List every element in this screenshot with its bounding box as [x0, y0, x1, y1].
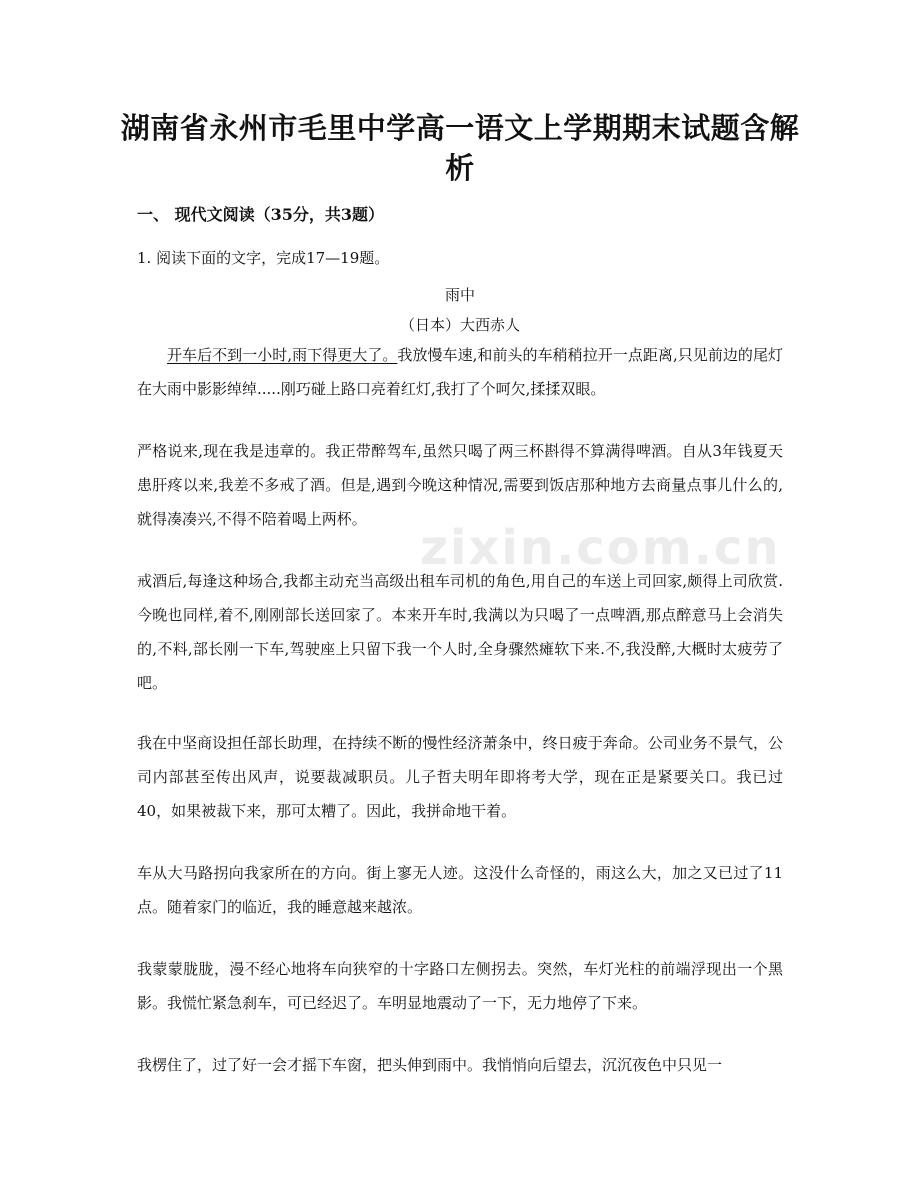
question-prompt: 1. 阅读下面的文字，完成17—19题。 — [137, 249, 390, 267]
paragraph-6: 我蒙蒙胧胧，漫不经心地将车向狭窄的十字路口左侧拐去。突然，车灯光柱的前端浮现出一个黑影。我慌忙紧急刹车，可已经迟了。车明显地震动了一下，无力地停了下来。 — [137, 960, 783, 1012]
paragraph-3: 戒酒后,每逢这种场合,我都主动充当高级出租车司机的角色,用自己的车送上司回家,颇得上司欣赏.今晚也同样,着不,刚刚部长送回家了。本来开车时,我满以为只喝了一点啤酒,那点醉意马上会消失的,不料,部长刚一下车,驾驶座上只留下我一个人时,全身骤然瘫软下来.不,我没醉,大概时太疲劳了吧。 — [137, 572, 783, 692]
section-heading: 一、 现代文阅读（35分，共3题） — [137, 205, 384, 224]
underlined-sentence: 开车后不到一小时,雨下得更大了。 — [167, 346, 398, 364]
paragraph-4: 我在中坚商设担任部长助理，在持续不断的慢性经济萧条中，终日疲于奔命。公司业务不景气，公司内部甚至传出风声，说要裁减职员。儿子哲夫明年即将考大学，现在正是紧要关口。我已过40，如果被裁下来，那可太糟了。因此，我拼命地干着。 — [137, 734, 783, 820]
story-author: （日本）大西赤人 — [399, 316, 520, 334]
story-title: 雨中 — [444, 286, 475, 304]
paragraph-2: 严格说来,现在我是违章的。我正带醉驾车,虽然只喝了两三杯斟得不算满得啤酒。自从3年钱夏天患肝疼以来,我差不多戒了酒。但是,遇到今晚这种情况,需要到饭店那种地方去商量点事儿什么的,就得凑凑兴,不得不陪着喝上两杯。 — [137, 442, 783, 528]
document-title: 湖南省永州市毛里中学高一语文上学期期末试题含解析 — [120, 111, 800, 185]
paragraph-1-rest: 我放慢车速,和前头的车稍稍拉开一点距离,只见前边的尾灯在大雨中影影绰绰.....刚巧碰上路口亮着红灯,我打了个呵欠,揉揉双眼。 — [137, 346, 783, 398]
paragraph-5: 车从大马路拐向我家所在的方向。街上寥无人迹。这没什么奇怪的，雨这么大，加之又已过了11点。随着家门的临近，我的睡意越来越浓。 — [137, 864, 783, 916]
watermark: zixin.com.cn — [420, 520, 781, 576]
paragraph-7: 我楞住了，过了好一会才摇下车窗，把头伸到雨中。我悄悄向后望去，沉沉夜色中只见一 — [137, 1056, 723, 1074]
paragraph-1 — [137, 338, 783, 406]
